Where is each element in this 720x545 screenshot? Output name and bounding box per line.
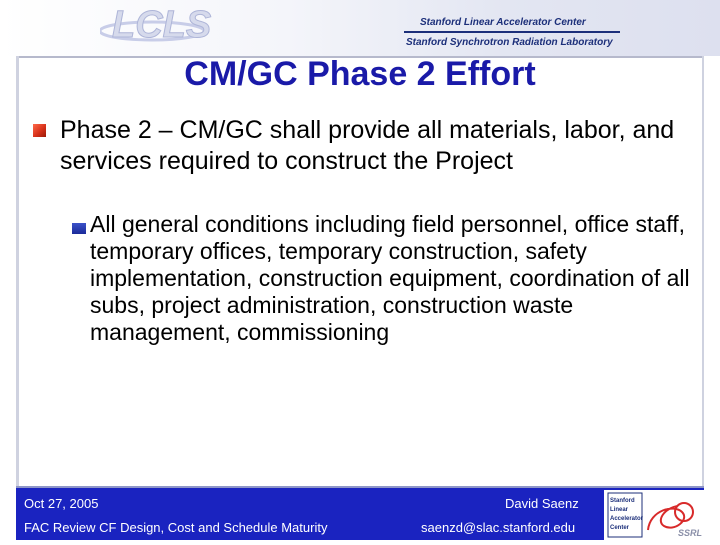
lcls-logo-text: LCLS bbox=[112, 4, 212, 46]
svg-text:Center: Center bbox=[610, 525, 630, 531]
slac-logo-graphic bbox=[604, 490, 704, 540]
slide-title: CM/GC Phase 2 Effort bbox=[184, 55, 536, 93]
lab-name-line2: Stanford Synchrotron Radiation Laboratory bbox=[406, 37, 613, 48]
svg-text:Linear: Linear bbox=[610, 507, 629, 513]
bullet-text-level2: All general conditions including field personnel, office staff, temporary offices, temporary construction, safety implementation, construction equipment, coordination of all subs, project administration, construction waste management, commissioning bbox=[90, 211, 690, 345]
ssrl-logo-text: SSRL bbox=[678, 528, 703, 538]
svg-text:Stanford: Stanford bbox=[610, 498, 635, 504]
header-banner bbox=[0, 0, 720, 56]
slac-logo bbox=[604, 490, 704, 540]
lab-name-line1: Stanford Linear Accelerator Center bbox=[420, 17, 586, 28]
footer-review-title: FAC Review CF Design, Cost and Schedule Maturity bbox=[24, 520, 328, 535]
footer-email: saenzd@slac.stanford.edu bbox=[421, 520, 576, 535]
sub-bullet-square-icon bbox=[72, 223, 86, 234]
svg-text:Accelerator: Accelerator bbox=[610, 516, 644, 522]
footer-date: Oct 27, 2005 bbox=[24, 496, 99, 511]
frame-left bbox=[16, 56, 19, 488]
footer-presenter: David Saenz bbox=[505, 496, 579, 511]
header-rule bbox=[404, 31, 620, 33]
lcls-logo bbox=[100, 3, 230, 51]
bullet-text-level1: Phase 2 – CM/GC shall provide all materials, labor, and services required to construct the Project bbox=[60, 116, 675, 175]
bullet-square-icon bbox=[33, 124, 46, 137]
